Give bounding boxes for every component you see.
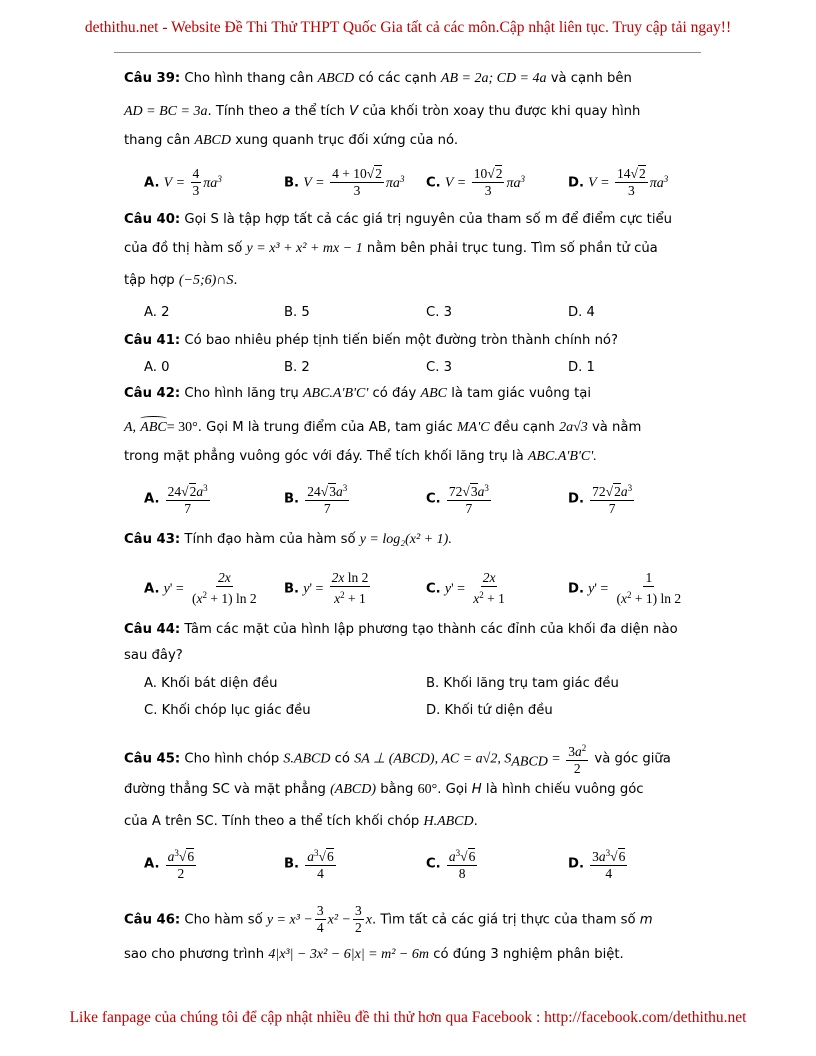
q45-text: là hình chiếu vuông góc [485, 782, 644, 797]
q40-option-c[interactable]: C. 3 [426, 305, 452, 320]
q43-option-a[interactable]: A. y' = $\frac{2x}{(x^2 + 1) \ln 2}$ [144, 570, 257, 606]
option-label: C. [426, 856, 441, 872]
q45-subscript: ABCD [511, 754, 548, 770]
q43-option-b[interactable]: B. y' = $\frac{\text{2x ln 2}}{x^2 + 1}$ [284, 570, 369, 606]
option-label: B. [284, 175, 300, 191]
q45-line-3 [124, 813, 692, 831]
q45-text: có [334, 751, 350, 767]
q46-text: . Tìm tất cả các giá trị thực của tham số [371, 912, 636, 928]
q42-text: có đáy [372, 386, 417, 401]
option-label: A. [144, 856, 160, 872]
q42-text: . Gọi M là trung điểm của AB, tam giác [197, 420, 453, 435]
q45-math: 60° [417, 782, 438, 797]
q39-text: . Tính theo [207, 104, 279, 119]
q39-text: Cho hình thang cân [184, 71, 314, 86]
q44-label: Câu 44: [124, 622, 181, 637]
q40-text: . [233, 273, 238, 288]
q42-math: A, [124, 420, 137, 435]
q41-option-b[interactable]: B. 2 [284, 360, 310, 375]
q39-line-3 [124, 132, 692, 150]
q41-line-1 [124, 332, 692, 350]
q39-option-a[interactable]: A. V = $\frac{4}{3}$ $\pi a^3$ [144, 166, 222, 198]
q39-math: ABCD [317, 71, 355, 86]
q44-option-c[interactable]: C. Khối chóp lục giác đều [144, 703, 311, 718]
facebook-footer-banner: Like fanpage của chúng tôi để cập nhật nhiều đề thi thử hơn qua Facebook : http://facebook.com/dethithu.net [69, 1009, 747, 1026]
option-label: D. [568, 581, 584, 597]
q45-math: SA ⊥ (ABCD), AC = a√2, S [354, 751, 512, 767]
q45-option-b[interactable]: B. $\frac{a^3√6}{4}$ [284, 845, 338, 882]
q40-math: y = x³ + x² + mx − 1 [246, 241, 363, 256]
option-label: D. [568, 491, 584, 507]
q45-math: H.ABCD [423, 814, 474, 829]
q39-text: thể tích [294, 104, 345, 119]
q42-line-3 [124, 448, 692, 466]
q46-text: m [639, 912, 653, 928]
q42-math: = 30° [166, 420, 198, 435]
q42-text: là tam giác vuông tại [451, 386, 592, 401]
q40-option-d[interactable]: D. 4 [568, 305, 595, 320]
q45-text: của A trên SC. Tính theo a thể tích khối chóp [124, 814, 420, 829]
q43-line-1 [124, 531, 692, 549]
q45-math: S.ABCD [283, 751, 331, 767]
q42-text: và nằm [591, 420, 642, 435]
option-label: A. [144, 581, 160, 597]
q40-text: Gọi S là tập hợp tất cả các giá trị nguyên của tham số m để điểm cực tiểu [184, 212, 672, 227]
q45-text: . Gọi [437, 782, 468, 797]
q42-option-d[interactable]: D. $\frac{72√2a^3}{7}$ [568, 480, 636, 517]
q41-text: Có bao nhiêu phép tịnh tiến biến một đường tròn thành chính nó? [184, 333, 619, 348]
q42-option-b[interactable]: B. $\frac{24√3a^3}{7}$ [284, 480, 351, 517]
q46-text: sao cho phương trình [124, 947, 265, 962]
q46-math: y = x³ − [266, 912, 313, 928]
q43-math: y = log₂(x² + 1). [359, 532, 452, 547]
q42-math: 2a√3 [559, 420, 588, 435]
option-label: A. [144, 491, 160, 507]
q45-text: bằng [380, 782, 414, 797]
q44-text: Tâm các mặt của hình lập phương tạo thành các đỉnh của khối đa diện nào [184, 622, 678, 637]
q41-option-c[interactable]: C. 3 [426, 360, 452, 375]
q43-text: Tính đạo hàm của hàm số [184, 532, 356, 547]
q46-math: 4|x³| − 3x² − 6|x| = m² − 6m [268, 947, 429, 962]
q40-text: tập hợp [124, 273, 175, 288]
q43-label: Câu 43: [124, 532, 181, 547]
q40-line-2 [124, 240, 692, 258]
q41-label: Câu 41: [124, 333, 181, 348]
q39-text: a [282, 104, 291, 119]
option-label: B. [284, 856, 300, 872]
q39-math: AB = 2a; CD = 4a [440, 71, 547, 86]
q39-option-b[interactable]: B. V = $\frac{4 + 10√2}{3}$ $\pi a^3$ [284, 166, 405, 198]
q46-label: Câu 46: [124, 912, 181, 928]
q46-fraction: $\frac{3}{2}$ [354, 903, 362, 935]
q42-math: ABC [420, 386, 447, 401]
q45-area-fraction: $\frac{3a^2}{2}$ [566, 740, 588, 777]
q42-line-2 [124, 419, 692, 437]
q40-text: nằm bên phải trục tung. Tìm số phần tử của [366, 241, 658, 256]
q40-option-a[interactable]: A. 2 [144, 305, 170, 320]
q44-option-b[interactable]: B. Khối lăng trụ tam giác đều [426, 676, 619, 691]
q39-line-1 [124, 70, 692, 88]
q42-line-1 [124, 385, 692, 403]
q45-line-2 [124, 781, 692, 799]
q42-math: MA'C [457, 420, 490, 435]
q45-text: . [473, 814, 478, 829]
angle-symbol: ABC [140, 420, 167, 435]
q45-math: = [552, 751, 561, 767]
site-header-banner: dethithu.net - Website Đề Thi Thử THPT Quốc Gia tất cả các môn.Cập nhật liên tục. Truy cập tải ngay!! [84, 19, 732, 36]
option-label: A. [144, 175, 160, 191]
q45-label: Câu 45: [124, 751, 181, 767]
q40-text: của đồ thị hàm số [124, 241, 243, 256]
q40-line-1 [124, 211, 692, 229]
option-label: D. [568, 175, 584, 191]
q42-text: trong mặt phẳng vuông góc với đáy. Thể tích khối lăng trụ là [124, 449, 524, 464]
q42-option-c[interactable]: C. $\frac{72√3a^3}{7}$ [426, 480, 493, 517]
q46-text: Cho hàm số [184, 912, 263, 928]
q40-line-3 [124, 272, 692, 290]
q41-option-a[interactable]: A. 0 [144, 360, 170, 375]
q46-fraction: $\frac{3}{4}$ [316, 903, 324, 935]
q42-text: Cho hình lăng trụ [184, 386, 299, 401]
q40-math: (−5;6)∩S [178, 273, 234, 288]
q39-line-2 [124, 103, 692, 121]
q40-option-b[interactable]: B. 5 [284, 305, 310, 320]
q46-line-2 [124, 946, 692, 964]
q45-math: (ABCD) [330, 782, 377, 797]
option-label: B. [284, 491, 300, 507]
q39-text: và cạnh bên [550, 71, 632, 86]
q42-label: Câu 42: [124, 386, 181, 401]
q39-text: xung quanh trục đối xứng của nó. [235, 133, 459, 148]
q39-option-c[interactable]: C. V = $\frac{10√2}{3}$ $\pi a^3$ [426, 166, 525, 198]
q45-text: đường thẳng SC và mặt phẳng [124, 782, 326, 797]
q43-option-c[interactable]: C. y' = $\frac{2x}{x^2 + 1}$ [426, 570, 505, 606]
q39-text: có các cạnh [358, 71, 437, 86]
q39-text: V [349, 104, 359, 119]
q45-text: và góc giữa [594, 751, 671, 767]
q44-option-a[interactable]: A. Khối bát diện đều [144, 676, 278, 691]
q39-math: ABCD [194, 133, 231, 148]
q42-math: ABC.A'B'C' [302, 386, 369, 401]
option-label: C. [426, 175, 441, 191]
q39-math: AD = BC = 3a [124, 104, 208, 119]
q44-line-2: sau đây? [124, 648, 183, 663]
q42-option-a[interactable]: A. $\frac{24√2a^3}{7}$ [144, 480, 212, 517]
q42-math: ABC.A'B'C'. [527, 449, 597, 464]
q39-text: thang cân [124, 133, 191, 148]
q45-line-1 [124, 740, 692, 777]
q45-option-c[interactable]: C. $\frac{a^3√6}{8}$ [426, 845, 479, 882]
q43-option-d[interactable]: D. y' = $\frac{1}{(x^2 + 1) \ln 2}$ [568, 570, 682, 606]
q46-math: x² − [327, 912, 351, 928]
q45-text: H [471, 782, 482, 797]
option-label: D. [568, 856, 584, 872]
header-divider [114, 52, 701, 53]
option-label: C. [426, 581, 441, 597]
q44-option-d[interactable]: D. Khối tứ diện đều [426, 703, 553, 718]
q41-option-d[interactable]: D. 1 [568, 360, 595, 375]
q42-text: đều cạnh [493, 420, 555, 435]
q39-label: Câu 39: [124, 71, 181, 86]
q45-option-a[interactable]: A. $\frac{a^3√6}{2}$ [144, 845, 198, 882]
q44-line-1 [124, 621, 692, 639]
option-label: B. [284, 581, 300, 597]
q45-option-d[interactable]: D. $\frac{3a^3√6}{4}$ [568, 845, 629, 882]
q39-option-d[interactable]: D. V = $\frac{14√2}{3}$ $\pi a^3$ [568, 166, 669, 198]
q46-math: x [365, 912, 372, 928]
q46-text: có đúng 3 nghiệm phân biệt. [433, 947, 624, 962]
q46-line-1 [124, 903, 692, 936]
q45-text: Cho hình chóp [184, 751, 280, 767]
q40-label: Câu 40: [124, 212, 181, 227]
q39-text: của khối tròn xoay thu được khi quay hình [362, 104, 641, 119]
option-label: C. [426, 491, 441, 507]
